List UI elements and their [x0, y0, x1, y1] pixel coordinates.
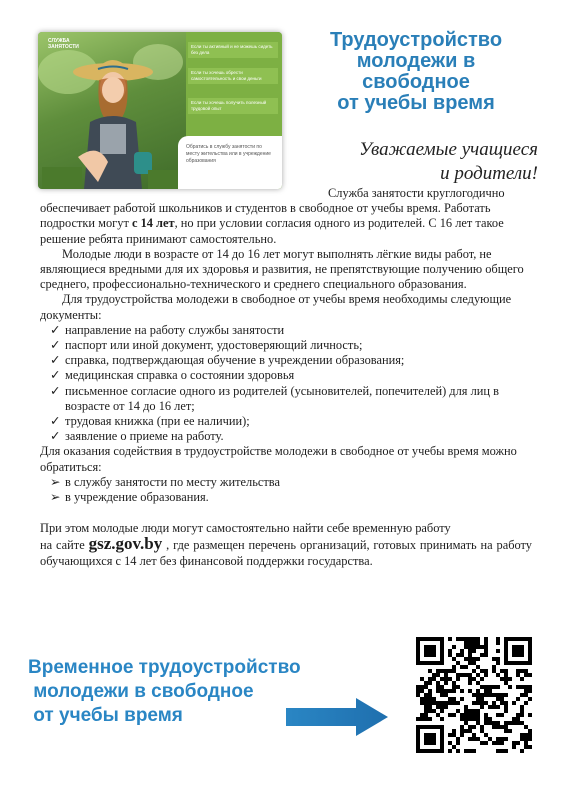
site-paragraph — [40, 521, 532, 569]
poster-logo-line: СЛУЖБА — [48, 38, 70, 44]
poster-contact-text: Обратись в службу занятости по месту жительства или в учреждение образования — [186, 144, 271, 164]
check-icon: ✓ — [50, 368, 61, 383]
greeting — [300, 138, 538, 186]
poster-image — [38, 32, 282, 189]
site-link[interactable]: gsz.gov.by — [88, 534, 163, 554]
poster-panel-item: Если ты хочешь обрести самостоятельность и свои деньги — [188, 68, 278, 84]
poster-logo — [48, 38, 88, 50]
intro-first-line: Служба занятости круглогодично — [328, 186, 505, 200]
list-item — [40, 414, 532, 429]
list-item — [40, 384, 532, 414]
list-item-text: письменное согласие одного из родителей (усыновителей, попечителей) для лиц в возрасте от 14 до 16 лет; — [65, 383, 499, 413]
site-paragraph-text: , где размещен перечень организаций, готовых принимать на работу обучающихся с 14 лет без финансовой поддержки государства. — [40, 538, 532, 568]
age-paragraph: Молодые люди в возрасте от 14 до 16 лет могут выполнять лёгкие виды работ, не являющиеся вредными для их здоровья и развития, не препятствующие получению общего среднего, профессионально-технического и среднего специального образования. — [40, 246, 524, 292]
page-title-line: Трудоустройство — [329, 29, 503, 51]
list-item-text: в учреждение образования. — [65, 490, 209, 505]
greeting-line: и родители! — [440, 163, 538, 184]
documents-list — [40, 323, 532, 445]
contacts-list — [40, 475, 532, 505]
greeting-line: Уважаемые учащиеся — [359, 139, 538, 160]
site-paragraph-line: При этом молодые люди могут самостоятельно найти себе временную работу — [40, 521, 451, 536]
check-icon: ✓ — [50, 414, 61, 429]
page-title-line: свободное — [362, 71, 470, 93]
check-icon: ✓ — [50, 338, 61, 353]
list-item — [40, 338, 532, 353]
list-item — [40, 475, 532, 490]
list-item-text: медицинская справка о состоянии здоровья — [65, 368, 295, 383]
poster-panel-item: Если ты хочешь получить полезный трудовой опыт — [188, 98, 278, 114]
footer-title-line: от учебы время — [28, 705, 183, 726]
list-item-text: паспорт или иной документ, удостоверяющий личность; — [65, 338, 363, 353]
intro-age-bold: с 14 лет — [131, 216, 175, 231]
check-icon: ✓ — [50, 429, 61, 444]
footer-title-line: молодежи в свободное — [28, 681, 254, 702]
arrow-bullet-icon: ➢ — [50, 490, 61, 505]
page-title — [300, 30, 532, 114]
list-item — [40, 490, 532, 505]
check-icon: ✓ — [50, 383, 61, 398]
spacer — [40, 505, 532, 521]
site-paragraph-text: на сайте — [40, 538, 89, 553]
intro-text: обеспечивает работой школьников и студентов в свободное от учебы время. Работать подростки могут — [40, 201, 491, 231]
photo-illustration — [38, 32, 186, 189]
page-title-line: от учебы время — [337, 92, 495, 114]
list-item-text: справка, подтверждающая обучение в учреждении образования; — [65, 353, 405, 368]
list-item-text: в службу занятости по месту жительства — [65, 474, 280, 489]
qr-code[interactable] — [416, 637, 532, 753]
contacts-intro: Для оказания содействия в трудоустройстве молодежи в свободное от учебы время можно обратиться: — [40, 444, 517, 474]
main-text — [40, 186, 532, 569]
girl-gardening-photo — [38, 32, 186, 189]
documents-intro: Для трудоустройства молодежи в свободное от учебы время необходимы следующие документы: — [40, 292, 512, 322]
poster-contact-box — [178, 136, 282, 189]
list-item-text: направление на работу службы занятости — [65, 322, 285, 337]
page-title-line: молодежи в — [356, 50, 476, 72]
poster-panel-item: Если ты активный и не можешь сидеть без дела — [188, 42, 278, 58]
list-item-text: заявление о приеме на работу. — [65, 429, 224, 444]
list-item — [40, 323, 532, 338]
check-icon: ✓ — [50, 353, 61, 368]
intro-paragraph — [40, 186, 532, 247]
list-item — [40, 429, 532, 444]
footer-title-line: Временное трудоустройство — [28, 657, 301, 678]
list-item — [40, 353, 532, 368]
arrow-bullet-icon: ➢ — [50, 474, 61, 489]
arrow-right-icon — [286, 696, 390, 738]
list-item — [40, 368, 532, 383]
intro-text-end: , но при условии согласия одного из родителей. С 16 лет такое решение ребята принимают самостоятельно. — [40, 216, 504, 246]
poster-logo-line: ЗАНЯТОСТИ — [48, 44, 79, 50]
check-icon: ✓ — [50, 322, 61, 337]
list-item-text: трудовая книжка (при ее наличии); — [65, 414, 250, 429]
